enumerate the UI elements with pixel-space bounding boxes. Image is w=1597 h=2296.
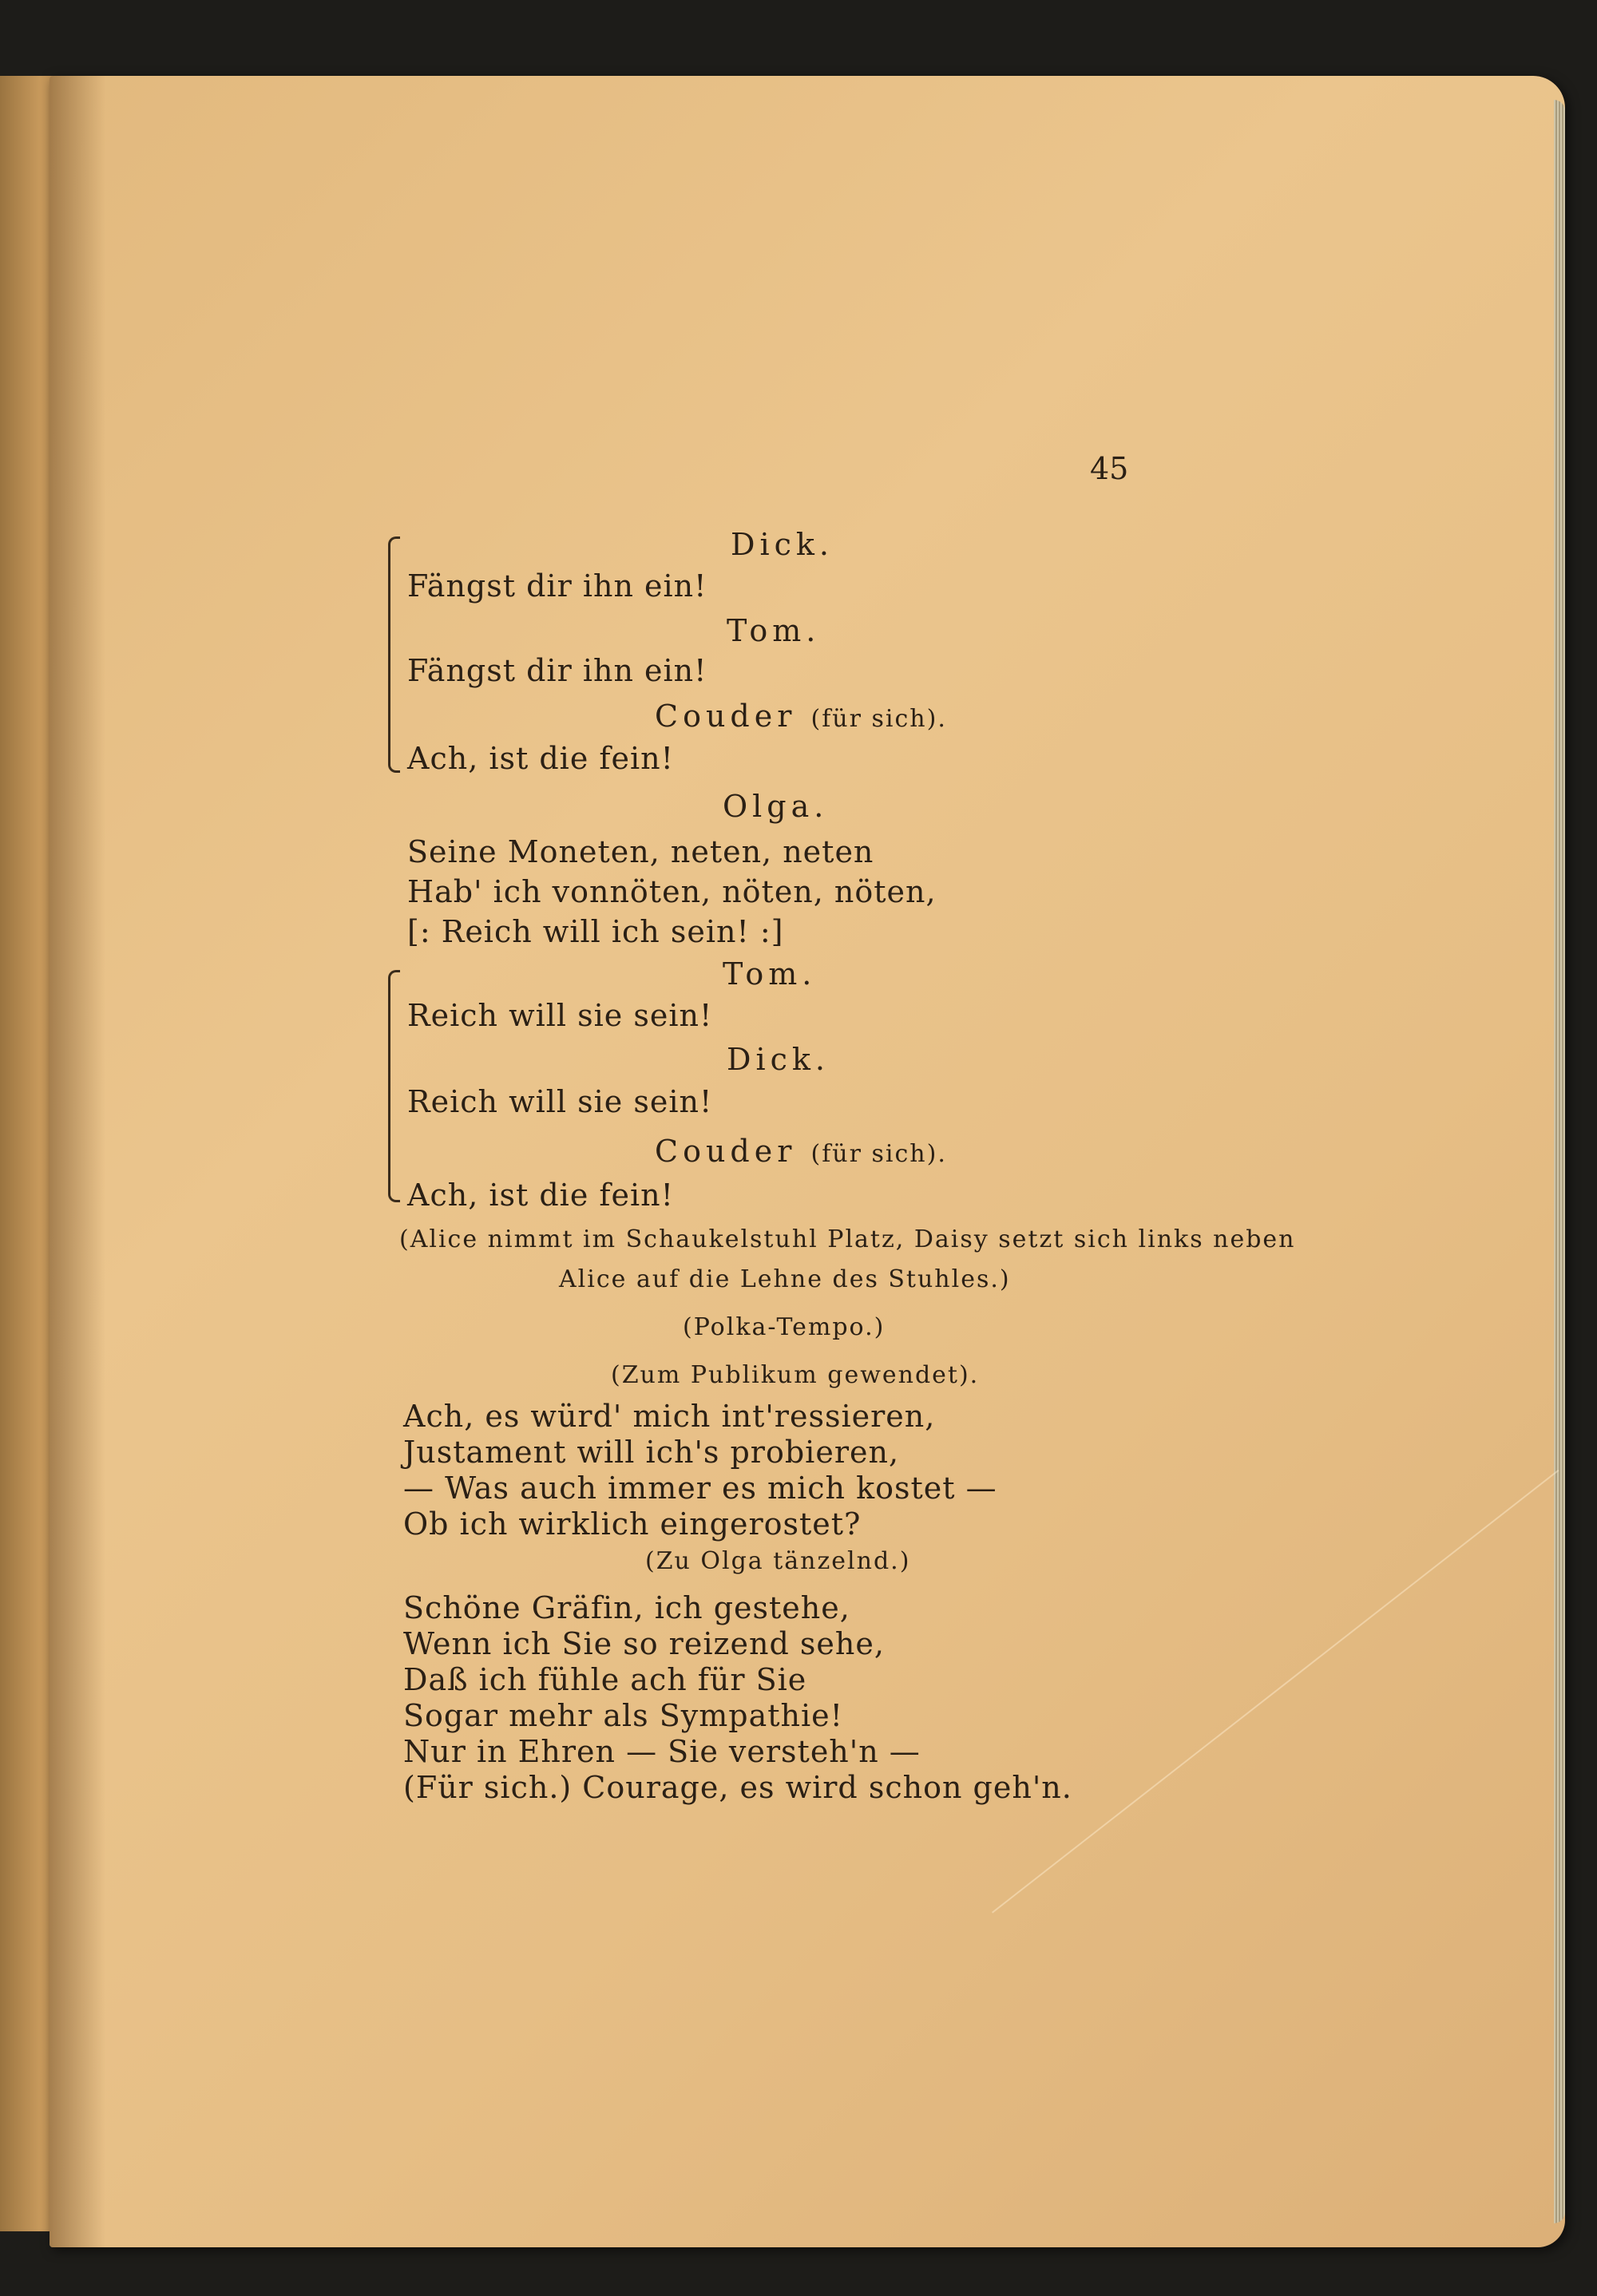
verse1-line-1: Ach, es würd' mich int'ressieren, [403, 1399, 936, 1434]
page-crease [992, 1470, 1559, 1914]
stage-direction-to-olga: (Zu Olga tänzelnd.) [645, 1547, 911, 1575]
speaker-dick: Dick. [731, 527, 834, 562]
verse2-line-6: (Für sich.) Courage, es wird schon geh'n. [403, 1770, 1072, 1805]
speaker-olga: Olga. [723, 789, 829, 824]
line-couder-2: Ach, ist die fein! [407, 1178, 674, 1213]
verse2-line-5: Nur in Ehren — Sie versteh'n — [403, 1734, 921, 1769]
line-couder: Ach, ist die fein! [407, 741, 674, 776]
ensemble-bracket-2 [388, 970, 400, 1202]
page-number: 45 [1090, 451, 1129, 486]
aside-couder-2: (für sich). [810, 1140, 947, 1168]
olga-line-3: [: Reich will ich sein! :] [407, 914, 784, 949]
speaker-couder-2 [655, 1134, 947, 1169]
speaker-couder-2-name: Couder [655, 1134, 797, 1169]
verse2-line-4: Sogar mehr als Sympathie! [403, 1698, 843, 1733]
verse2-line-1: Schöne Gräfin, ich gestehe, [403, 1590, 850, 1625]
line-dick-2: Reich will sie sein! [407, 1084, 713, 1119]
speaker-tom: Tom. [727, 613, 821, 648]
verse1-line-3: — Was auch immer es mich kostet — [403, 1471, 997, 1506]
verse1-line-4: Ob ich wirklich eingerostet? [403, 1506, 862, 1542]
stage-direction-alice-1: (Alice nimmt im Schaukelstuhl Platz, Daisy setzt sich links neben [399, 1225, 1296, 1253]
verse2-line-3: Daß ich fühle ach für Sie [403, 1662, 807, 1697]
page-stack-edges [1554, 100, 1565, 2223]
speaker-couder [655, 699, 947, 734]
line-tom-2: Reich will sie sein! [407, 998, 713, 1033]
stage-direction-alice-2: Alice auf die Lehne des Stuhles.) [559, 1265, 1011, 1293]
speaker-couder-name: Couder [655, 699, 797, 734]
aside-couder: (für sich). [810, 705, 947, 733]
speaker-tom-2: Tom. [723, 956, 817, 992]
ensemble-bracket-1 [388, 536, 400, 773]
line-dick: Fängst dir ihn ein! [407, 568, 707, 604]
verse2-line-2: Wenn ich Sie so reizend sehe, [403, 1626, 885, 1661]
speaker-dick-2: Dick. [727, 1042, 830, 1077]
line-tom: Fängst dir ihn ein! [407, 653, 707, 688]
verse1-line-2: Justament will ich's probieren, [403, 1435, 900, 1470]
olga-line-2: Hab' ich vonnöten, nöten, nöten, [407, 874, 937, 909]
page-gutter [50, 76, 105, 2247]
stage-direction-tempo: (Polka-Tempo.) [683, 1313, 886, 1341]
olga-line-1: Seine Moneten, neten, neten [407, 834, 874, 869]
stage-direction-publikum: (Zum Publikum gewendet). [611, 1361, 980, 1389]
